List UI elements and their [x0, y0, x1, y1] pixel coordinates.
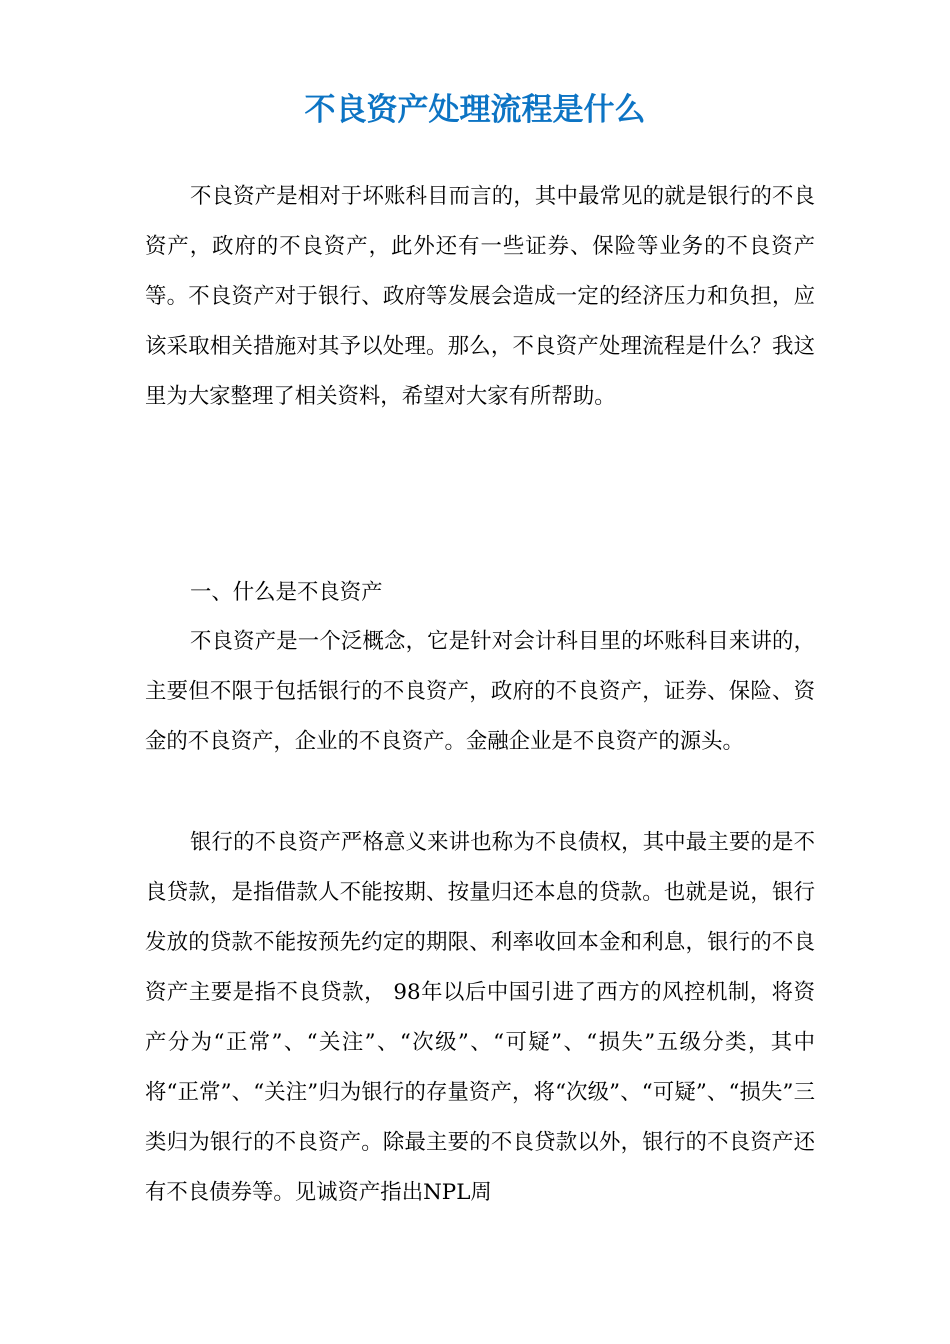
intro-paragraph: 不良资产是相对于坏账科目而言的，其中最常见的就是银行的不良资产，政府的不良资产，此外还有一些证券、保险等业务的不良资产等。不良资产对于银行、政府等发展会造成一定的经济压力和负担，应该采取相关措施对其予以处理。那么，不良资产处理流程是什么？我这里为大家整理了相关资料，希望对大家有所帮助。 [145, 184, 815, 409]
definition-paragraph: 不良资产是一个泛概念，它是针对会计科目里的坏账科目来讲的，主要但不限于包括银行的不良资产，政府的不良资产，证券、保险、资金的不良资产，企业的不良资产。金融企业是不良资产的源头。 [145, 629, 815, 754]
section-heading: 一、什么是不良资产 [190, 580, 383, 605]
document-title: 不良资产处理流程是什么 [304, 92, 646, 128]
bank-npl-paragraph: 银行的不良资产严格意义来讲也称为不良债权，其中最主要的是不良贷款，是指借款人不能按期、按量归还本息的贷款。也就是说，银行发放的贷款不能按预先约定的期限、利率收回本金和利息，银行的不良资产主要是指不良贷款， 98年以后中国引进了西方的风控机制，将资产分为“正常”、“关注”、“次级”、“可疑”、“损失”五级分类，其中将“正常”、“关注”归为银行的存量资产，将“次级”、“可疑”、“损失”三类归为银行的不良资产。除最主要的不良贷款以外，银行的不良资产还有不良债券等。见诚资产指出NPL周 [145, 830, 815, 1205]
